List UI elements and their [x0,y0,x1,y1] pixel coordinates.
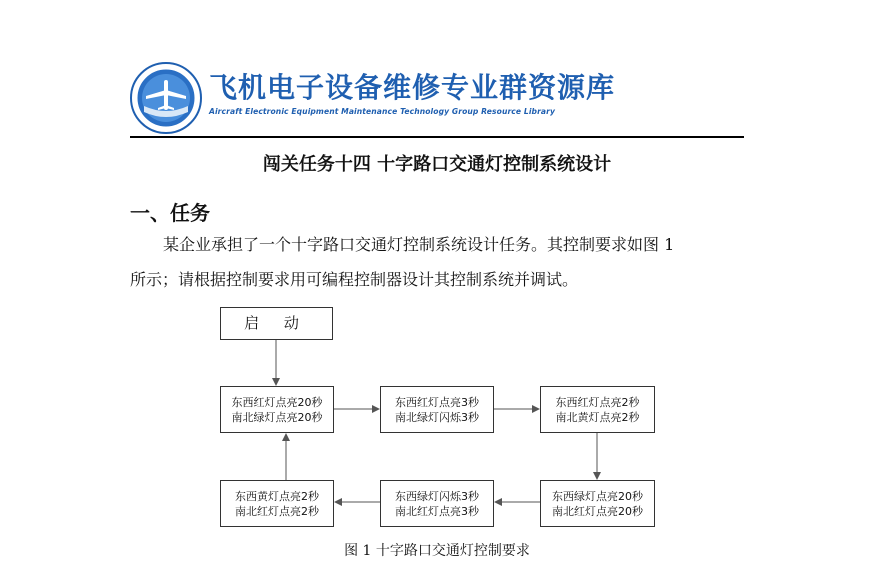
flow-start-label: 启 动 [244,314,309,332]
paragraph-line-2: 所示；请根据控制要求用可编程控制器设计其控制系统并调试。 [130,270,579,289]
flow-step-box [380,480,494,527]
flow-step-box [540,480,655,527]
flow-step-line: 南北黄灯点亮2秒 [555,410,640,424]
flow-step-line: 东西绿灯闪烁3秒 [395,489,479,503]
flow-step-line: 东西绿灯点亮20秒 [552,489,643,503]
flow-step-line: 南北绿灯闪烁3秒 [395,410,479,424]
flow-step-box [220,386,334,433]
flow-step-line: 南北红灯点亮20秒 [552,504,643,518]
flow-step-box [540,386,655,433]
flow-step-line: 东西红灯点亮2秒 [555,395,640,409]
header-divider [130,136,744,138]
flow-step-line: 南北红灯点亮2秒 [235,504,319,518]
flow-step-line: 南北绿灯点亮20秒 [231,410,323,424]
flow-step-line: 南北红灯点亮3秒 [395,504,479,518]
logo-title-cn: 飞机电子设备维修专业群资源库 [209,71,616,104]
figure-caption: 图 1 十字路口交通灯控制要求 [344,543,530,559]
flow-step-box [220,480,334,527]
document-title: 闯关任务十四 十字路口交通灯控制系统设计 [262,154,612,175]
airplane-emblem-icon [130,62,202,134]
flow-step-line: 东西红灯点亮20秒 [231,395,323,409]
flow-step-line: 东西红灯点亮3秒 [395,395,479,409]
paragraph-line-1: 某企业承担了一个十字路口交通灯控制系统设计任务。其控制要求如图 1 [163,235,675,254]
section-heading: 一、任务 [130,201,210,225]
flow-step-line: 东西黄灯点亮2秒 [235,489,319,503]
flow-step-box [380,386,494,433]
logo-title-en: Aircraft Electronic Equipment Maintenance Technology Group Resource Library [209,107,556,116]
flow-start-box [220,307,333,340]
